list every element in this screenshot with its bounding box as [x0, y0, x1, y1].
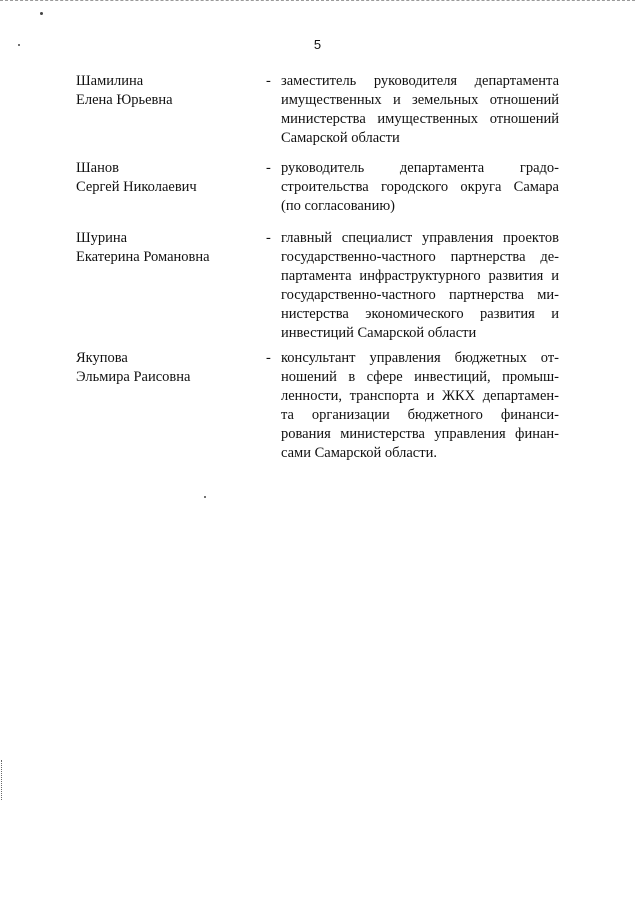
position-line: ленности, транспорта и ЖКХ департамен-: [281, 388, 559, 404]
position-line: инвестиций Самарской области: [281, 325, 477, 341]
position-line: (по согласованию): [281, 198, 395, 214]
entry-dash: -: [266, 73, 271, 89]
member-given-names: Елена Юрьевна: [76, 92, 173, 108]
member-position: [281, 349, 559, 463]
member-name: [76, 229, 256, 267]
position-line: та организации бюджетного финанси-: [281, 407, 559, 423]
position-line: сами Самарской области.: [281, 445, 437, 461]
position-line: нистерства экономического развития и: [281, 306, 559, 322]
member-position: [281, 159, 559, 216]
member-given-names: Эльмира Раисовна: [76, 369, 191, 385]
member-position: [281, 229, 559, 343]
entry-dash: -: [266, 350, 271, 366]
position-line: руководитель департамента градо-: [281, 160, 559, 176]
position-line: имущественных и земельных отношений: [281, 92, 559, 108]
position-line: государственно-частного партнерства де-: [281, 249, 559, 265]
member-name: [76, 349, 256, 387]
scan-speck: [204, 496, 206, 498]
position-line: партамента инфраструктурного развития и: [281, 268, 559, 284]
member-surname: Шурина: [76, 230, 128, 246]
position-line: консультант управления бюджетных от-: [281, 350, 559, 366]
member-given-names: Сергей Николаевич: [76, 179, 197, 195]
position-line: министерства имущественных отношений: [281, 111, 559, 127]
position-line: заместитель руководителя департамента: [281, 73, 559, 89]
entry-dash: -: [266, 230, 271, 246]
scan-speck: [40, 12, 43, 15]
member-surname: Якупова: [76, 350, 128, 366]
position-line: государственно-частного партнерства ми-: [281, 287, 559, 303]
position-line: ношений в сфере инвестиций, промыш-: [281, 369, 559, 385]
member-name: [76, 159, 256, 197]
scan-margin-marks: [1, 760, 5, 800]
scan-top-border: [0, 0, 635, 1]
entry-dash: -: [266, 160, 271, 176]
member-name: [76, 72, 256, 110]
position-line: главный специалист управления проектов: [281, 230, 559, 246]
member-given-names: Екатерина Романовна: [76, 249, 210, 265]
member-surname: Шанов: [76, 160, 119, 176]
position-line: рования министерства управления финан-: [281, 426, 559, 442]
position-line: Самарской области: [281, 130, 400, 146]
page-number: 5: [313, 37, 322, 52]
member-position: [281, 72, 559, 148]
member-surname: Шамилина: [76, 73, 144, 89]
position-line: строительства городского округа Самара: [281, 179, 559, 195]
